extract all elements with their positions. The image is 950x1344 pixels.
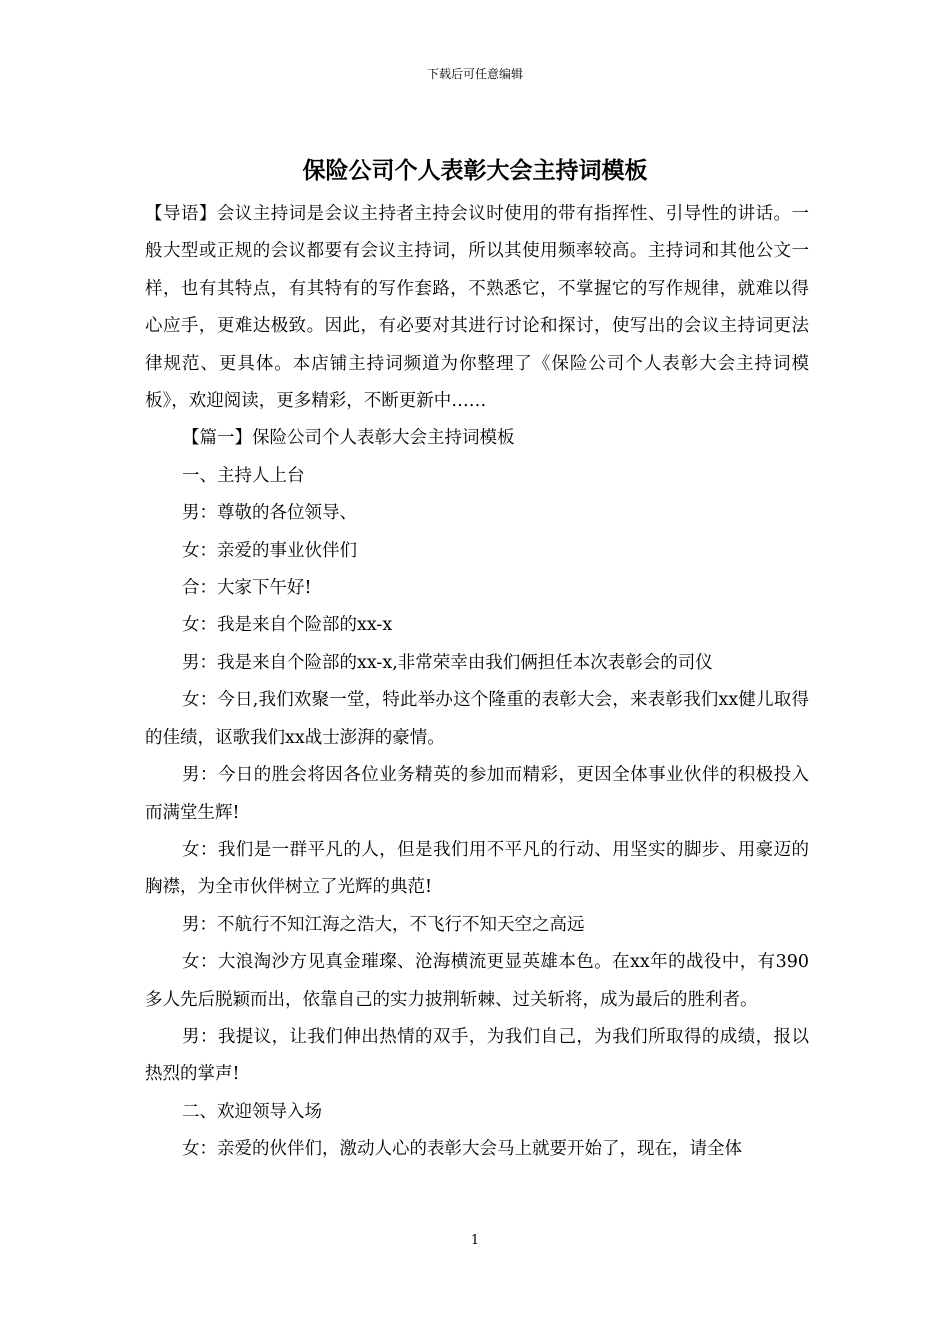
dialogue-line: 女：亲爱的伙伴们，激动人心的表彰大会马上就要开始了，现在，请全体: [182, 1139, 742, 1160]
dialogue-line: 女：我是来自个险部的xx-x: [182, 615, 393, 636]
dialogue-line: 女：我们是一群平凡的人，但是我们用不平凡的行动、用坚实的脚步、用豪迈的胸襟，为全市伙伴树立了光辉的典范!: [145, 839, 809, 898]
section-heading: 【篇一】保险公司个人表彰大会主持词模板: [182, 428, 515, 449]
dialogue-line: 男：今日的胜会将因各位业务精英的参加而精彩，更因全体事业伙伴的积极投入而满堂生辉!: [145, 765, 809, 823]
subsection-heading: 一、主持人上台: [182, 465, 305, 486]
document-title: 保险公司个人表彰大会主持词模板: [302, 157, 648, 184]
dialogue-line: 女：大浪淘沙方见真金璀璨、沧海横流更显英雄本色。在xx年的战役中，有390多人先后脱颖而出，依靠自己的实力披荆斩棘、过关斩将，成为最后的胜利者。: [145, 952, 809, 1010]
dialogue-line: 男：我提议，让我们伸出热情的双手，为我们自己，为我们所取得的成绩，报以热烈的掌声!: [145, 1026, 809, 1085]
dialogue-line: 男：尊敬的各位领导、: [182, 503, 357, 524]
dialogue-line: 女：亲爱的事业伙伴们: [182, 540, 357, 561]
page-number: 1: [470, 1233, 480, 1248]
dialogue-line: 女：今日,我们欢聚一堂，特此举办这个隆重的表彰大会，来表彰我们xx健儿取得的佳绩，讴歌我们xx战士澎湃的豪情。: [145, 690, 809, 748]
document-body: [145, 196, 809, 1169]
dialogue-line: 男：我是来自个险部的xx-x,非常荣幸由我们俩担任本次表彰会的司仪: [182, 652, 713, 673]
intro-paragraph: 【导语】会议主持词是会议主持者主持会议时使用的带有指挥性、引导性的讲话。一般大型或正规的会议都要有会议主持词，所以其使用频率较高。主持词和其他公文一样，也有其特点，有其特有的写作套路，不熟悉它，不掌握它的写作规律，就难以得心应手，更难达极致。因此，有必要对其进行讨论和探讨，使写出的会议主持词更法律规范、更具体。本店铺主持词频道为你整理了《保险公司个人表彰大会主持词模板》，欢迎阅读，更多精彩，不断更新中……: [145, 204, 809, 412]
dialogue-line: 男：不航行不知江海之浩大，不飞行不知天空之高远: [182, 914, 585, 935]
subsection-heading: 二、欢迎领导入场: [182, 1101, 322, 1122]
dialogue-line: 合：大家下午好!: [182, 578, 312, 599]
header-note: 下载后可任意编辑: [426, 67, 523, 81]
